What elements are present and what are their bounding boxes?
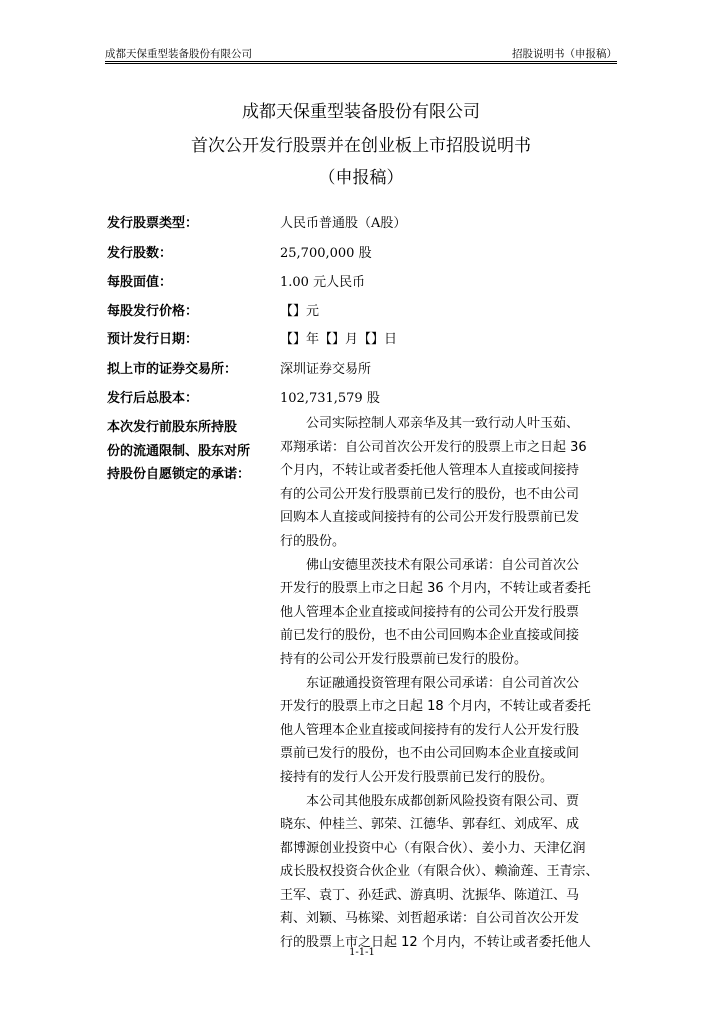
paragraph-line: 行的股票上市之日起 12 个月内，不转让或者委托他人 <box>280 935 591 951</box>
paragraph-line: 本公司其他股东成都创新风险投资有限公司、贾 <box>306 793 580 809</box>
lockup-label-line: 持股份自愿锁定的承诺： <box>107 467 251 482</box>
paragraph-line: 邓翔承诺：自公司首次公开发行的股票上市之日起 36 <box>280 439 587 455</box>
field-value: 25,700,000 股 <box>280 246 372 261</box>
paragraph-line: 都博源创业投资中心（有限合伙）、姜小力、天津亿润 <box>280 840 586 856</box>
paragraph-line: 成长股权投资合伙企业（有限合伙）、赖渝莲、王青宗、 <box>280 864 599 880</box>
paragraph-line: 行的股份。 <box>280 533 346 549</box>
paragraph-line: 开发行的股票上市之日起 36 个月内，不转让或者委托 <box>280 581 591 597</box>
paragraph-line: 他人管理本企业直接或间接持有的公司公开发行股票 <box>280 604 580 620</box>
page-number: 1-1-1 <box>349 947 375 958</box>
lockup-commitments <box>280 412 618 955</box>
title-prospectus: 首次公开发行股票并在创业板上市招股说明书 <box>191 136 531 156</box>
field-value: 【】年【】月【】日 <box>280 332 398 347</box>
paragraph-line: 王军、袁丁、孙廷武、游真明、沈振华、陈道江、马 <box>280 887 580 903</box>
lockup-label-line: 本次发行前股东所持股 <box>107 420 238 435</box>
field-label: 预计发行日期： <box>107 332 199 347</box>
paragraph-line: 公司实际控制人邓亲华及其一致行动人叶玉茹、 <box>306 416 580 431</box>
field-value: 1.00 元人民币 <box>280 275 366 290</box>
header-rule <box>105 61 617 62</box>
field-label: 每股发行价格： <box>107 304 199 319</box>
commitment-paragraph <box>280 554 618 672</box>
paragraph-line: 票前已发行的股份，也不由公司回购本企业直接或间 <box>280 746 580 762</box>
commitment-paragraph <box>280 672 618 790</box>
paragraph-line: 个月内，不转让或者委托他人管理本人直接或间接持 <box>280 463 580 479</box>
title-draft: （申报稿） <box>318 168 404 188</box>
field-label: 发行后总股本： <box>107 391 199 406</box>
commitment-paragraph <box>280 412 618 554</box>
header-doc-type: 招股说明书（申报稿） <box>512 48 617 60</box>
title-company: 成都天保重型装备股份有限公司 <box>242 102 480 122</box>
field-value: 人民币普通股（A股） <box>280 216 407 231</box>
paragraph-line: 持有的公司公开发行股票前已发行的股份。 <box>280 651 528 667</box>
field-value: 【】元 <box>280 304 320 319</box>
paragraph-line: 晓东、仲桂兰、郭荣、江德华、郭春红、刘成军、成 <box>280 817 580 833</box>
paragraph-line: 东证融通投资管理有限公司承诺：自公司首次公 <box>306 675 580 691</box>
running-header <box>105 46 617 61</box>
field-label: 拟上市的证券交易所： <box>107 362 238 377</box>
field-label: 发行股数： <box>107 246 173 261</box>
paragraph-line: 开发行的股票上市之日起 18 个月内，不转让或者委托 <box>280 699 591 715</box>
field-value: 102,731,579 股 <box>280 391 380 406</box>
paragraph-line: 他人管理本企业直接或间接持有的发行人公开发行股 <box>280 722 580 738</box>
lockup-label <box>107 416 272 487</box>
commitment-paragraph <box>280 790 618 955</box>
header-company: 成都天保重型装备股份有限公司 <box>105 48 252 60</box>
paragraph-line: 有的公司公开发行股票前已发行的股份，也不由公司 <box>280 486 580 502</box>
paragraph-line: 回购本人直接或间接持有的公司公开发行股票前已发 <box>280 510 580 526</box>
field-label: 发行股票类型： <box>107 216 199 231</box>
header-rule-double <box>105 63 617 64</box>
paragraph-line: 佛山安德里茨技术有限公司承诺：自公司首次公 <box>306 557 580 573</box>
paragraph-line: 前已发行的股份，也不由公司回购本企业直接或间接 <box>280 628 580 644</box>
paragraph-line: 莉、刘颖、马栋梁、刘哲超承诺：自公司首次公开发 <box>280 911 580 927</box>
lockup-label-line: 份的流通限制、股东对所 <box>107 443 251 459</box>
paragraph-line: 接持有的发行人公开发行股票前已发行的股份。 <box>280 769 554 785</box>
field-label: 每股面值： <box>107 275 173 290</box>
field-value: 深圳证券交易所 <box>280 362 372 377</box>
